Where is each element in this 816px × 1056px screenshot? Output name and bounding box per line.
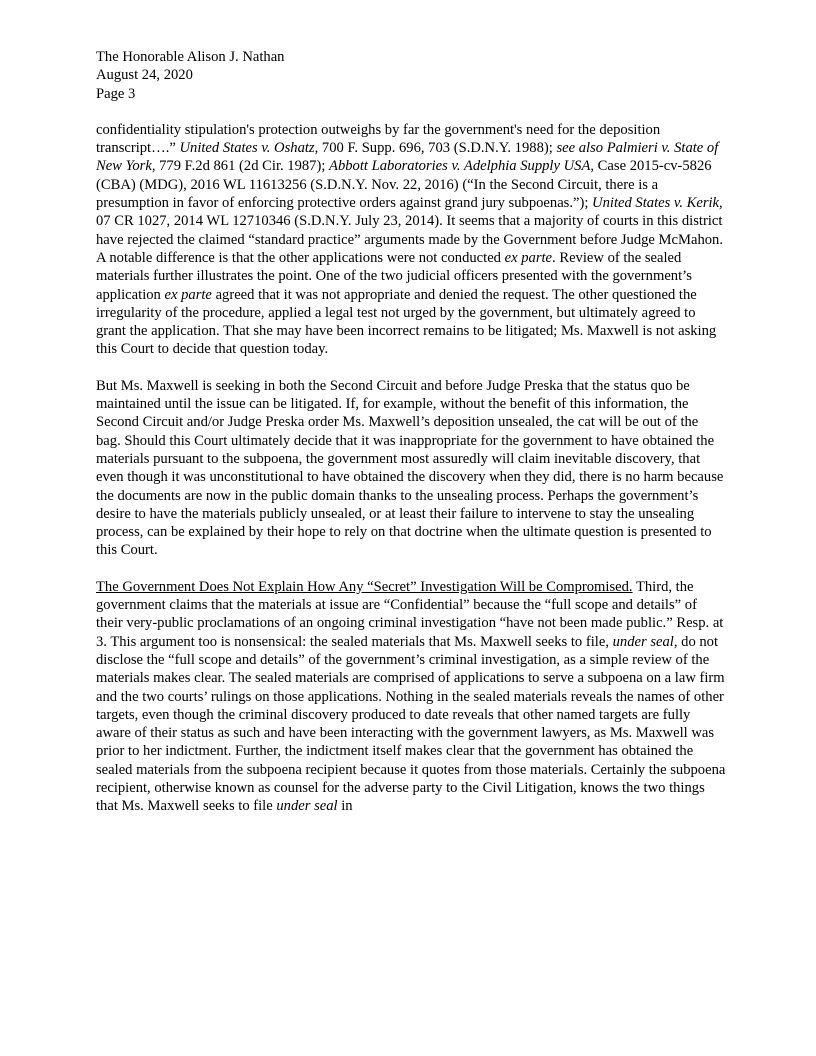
header-spacer [96,103,726,121]
paragraph-2 [96,377,726,560]
text-run: agreed that it was not appropriate and denied the request. The other questioned the irregularity of the procedure, applied a legal test not urged by the government, but ultimately agreed to grant the application. That she may have been incorrect remains to be litigated; Ms. Maxwell is not asking this Court to decide that question today. [96,286,717,358]
letter-body [96,121,726,816]
paragraph-gap [96,560,726,578]
text-run: confidentiality stipulation's protection outweighs by far the government's need for the deposition transcript….” [96,121,661,157]
italic-citation: ex parte [504,249,553,266]
text-run: Third, the government claims that the materials at issue are “Confidential” because the “full scope and details” of their very-public proclamations of an ongoing criminal investigation “have not been made public.” Resp. at 3. This argument too is nonsensical: the sealed materials that Ms. Maxwell seeks to file, [96,578,724,650]
paragraph-3 [96,578,726,816]
text-run: in [337,798,353,815]
text-run: 779 F.2d 861 (2d Cir. 1987); [155,158,330,175]
italic-citation: United States v. Oshatz [179,140,315,157]
text-run: 07 CR 1027, 2014 WL 12710346 (S.D.N.Y. July 23, 2014). It seems that a majority of courts in this district have rejected the claimed “standard practice” arguments made by the Government before Judge McMahon. A notable difference is that the other applications were not conducted [96,213,724,266]
paragraph-gap [96,359,726,377]
page-number-line: Page 3 [96,85,136,102]
section-heading: The Government Does Not Explain How Any “Secret” Investigation Will be Compromised. [96,578,633,595]
letter-page [96,48,726,816]
text-run: . Review of the sealed materials further illustrates the point. One of the two judicial officers presented with the government’s application [96,249,692,303]
date-line: August 24, 2020 [96,67,193,84]
italic-citation: under seal [276,798,338,815]
italic-citation: ex parte [164,286,212,303]
text-run: But Ms. Maxwell is seeking in both the Second Circuit and before Judge Preska that the status quo be maintained until the issue can be litigated. If, for example, without the benefit of this information, the Second Circuit and/or Judge Preska order Ms. Maxwell’s deposition unsealed, the cat will be out of the bag. Should this Court ultimately decide that it was inappropriate for the government to have obtained the materials pursuant to the subpoena, the government most assuredly will claim inevitable discovery, that even though it was unconstitutional to have obtained the discovery when they did, there is no harm because the documents are now in the public domain thanks to the unsealing process. Perhaps the government’s desire to have the materials publicly unsealed, or at least their failure to intervene to stay the unsealing process, can be explained by their hope to rely on that doctrine when the ultimate question is presented to this Court. [96,377,724,559]
letter-header [96,48,726,103]
italic-citation: Abbott Laboratories v. Adelphia Supply USA [329,158,591,175]
text-run: , do not disclose the “full scope and details” of the government’s criminal investigation, as a simple review of the materials makes clear. The sealed materials are comprised of applications to serve a subpoena on a law firm and the two courts’ rulings on those applications. Nothing in the sealed materials reveals the names of other targets, even though the criminal discovery produced to date reveals that other named targets are fully aware of their status as such and have been interacting with the government lawyers, as Ms. Maxwell was prior to her indictment. Further, the indictment itself makes clear that the government has obtained the sealed materials from the subpoena recipient because it quotes from those materials. Certainly the subpoena recipient, otherwise known as counsel for the adverse party to the Civil Litigation, knows the two things that Ms. Maxwell seeks to file [96,633,726,815]
italic-citation: see also Palmieri v. State of New York, [96,140,719,175]
recipient-line: The Honorable Alison J. Nathan [96,49,285,65]
text-run: , Case 2015-cv-5826 (CBA) (MDG), 2016 WL 11613256 (S.D.N.Y. Nov. 22, 2016) (“In the Second Circuit, there is a presumption in favor of enforcing protective orders against grand jury subpoenas.”); [96,158,712,212]
italic-citation: under seal [612,633,674,650]
italic-citation: United States v. Kerik, [592,195,723,212]
paragraph-1 [96,121,726,359]
text-run: , 700 F. Supp. 696, 703 (S.D.N.Y. 1988); [314,140,557,157]
